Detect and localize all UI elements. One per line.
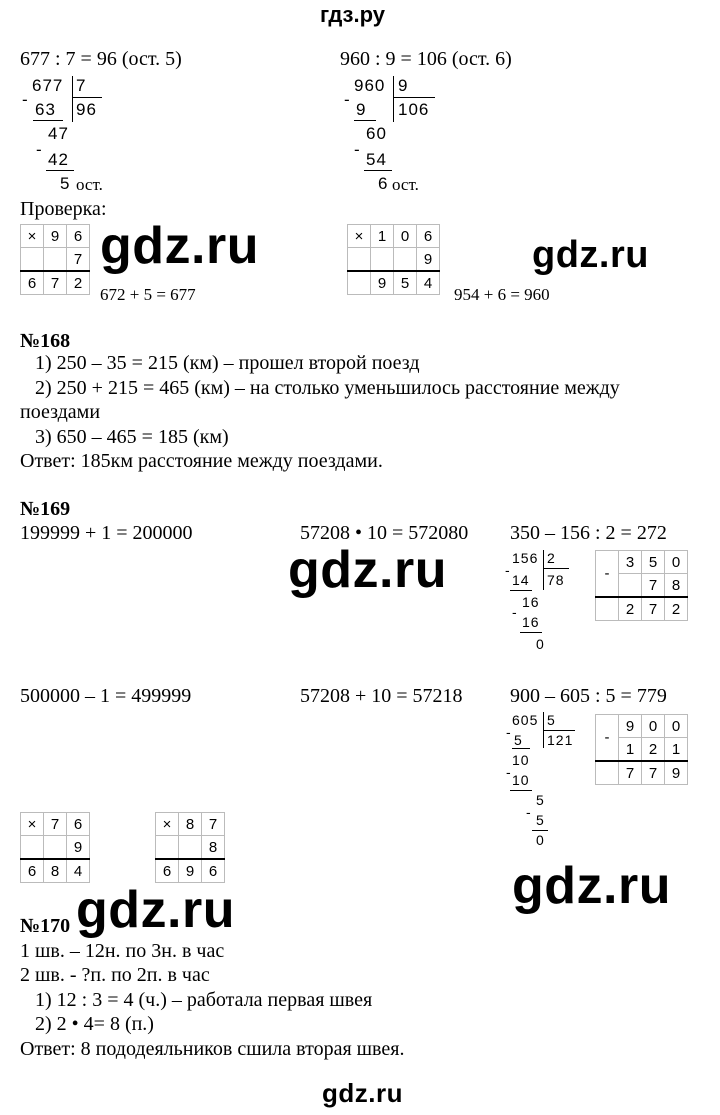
dividend: 677 — [32, 76, 64, 95]
equation-d: 500000 – 1 = 499999 — [20, 685, 192, 707]
subtrahend: 5 — [514, 732, 523, 748]
quotient: 121 — [547, 732, 574, 748]
multiplication-grid-76x9: × 7 6 9 6 8 4 — [20, 812, 90, 883]
subtrahend: 5 — [536, 812, 545, 828]
problem-168-step2: 2) 250 + 215 = 465 (км) – на столько уменьшилось расстояние между — [35, 377, 620, 399]
remainder-label: ост. — [76, 175, 103, 194]
remainder: 0 — [536, 832, 545, 848]
divisor: 9 — [398, 76, 409, 95]
subtrahend: 63 — [35, 100, 56, 119]
remainder: 6 — [378, 174, 389, 193]
divisor: 2 — [547, 550, 556, 566]
subtrahend: 10 — [512, 772, 530, 788]
equation-e: 57208 + 10 = 57218 — [300, 685, 463, 707]
problem-170-cond1: 1 шв. – 12н. по 3н. в час — [20, 940, 225, 962]
problem-170-cond2: 2 шв. - ?п. по 2п. в час — [20, 964, 210, 986]
dividend: 156 — [512, 550, 539, 566]
check-label: Проверка: — [20, 198, 107, 220]
problem-168-step1: 1) 250 – 35 = 215 (км) – прошел второй поезд — [35, 352, 420, 374]
problem-170-title: №170 — [20, 915, 71, 937]
problem-168-answer: Ответ: 185км расстояние между поездами. — [20, 450, 383, 472]
equation-c: 350 – 156 : 2 = 272 — [510, 522, 667, 544]
subtraction-grid-350: - 3 5 0 7 8 2 7 2 — [595, 550, 688, 621]
partial-remainder: 16 — [522, 594, 540, 610]
quotient: 106 — [398, 100, 430, 119]
subtrahend: 42 — [48, 150, 69, 169]
dividend: 960 — [354, 76, 386, 95]
equation-677: 677 : 7 = 96 (ост. 5) — [20, 48, 182, 70]
partial-remainder: 5 — [536, 792, 545, 808]
problem-170-answer: Ответ: 8 пододеяльников сшила вторая швея. — [20, 1038, 405, 1060]
quotient: 96 — [76, 100, 97, 119]
watermark: gdz.ru — [76, 881, 235, 939]
dividend: 605 — [512, 712, 539, 728]
problem-168-step3: 3) 650 – 465 = 185 (км) — [35, 426, 229, 448]
problem-168-step2-cont: поездами — [20, 401, 101, 423]
remainder: 0 — [536, 636, 545, 652]
check-sum-1: 672 + 5 = 677 — [100, 285, 196, 304]
equation-a: 199999 + 1 = 200000 — [20, 522, 193, 544]
multiplication-grid-106x9: × 1 0 6 9 9 5 4 — [347, 224, 440, 295]
problem-170-step1: 1) 12 : 3 = 4 (ч.) – работала первая швея — [35, 989, 373, 1011]
remainder: 5 — [60, 174, 71, 193]
check-sum-2: 954 + 6 = 960 — [454, 285, 550, 304]
problem-170-step2: 2) 2 • 4= 8 (п.) — [35, 1013, 154, 1035]
multiplication-grid-87x8: × 8 7 8 6 9 6 — [155, 812, 225, 883]
partial-remainder: 10 — [512, 752, 530, 768]
watermark: gdz.ru — [532, 234, 649, 276]
watermark: gdz.ru — [322, 1078, 403, 1108]
multiplication-grid-96x7: × 9 6 7 6 7 2 — [20, 224, 90, 295]
equation-f: 900 – 605 : 5 = 779 — [510, 685, 667, 707]
subtrahend: 9 — [356, 100, 367, 119]
problem-169-title: №169 — [20, 498, 71, 520]
equation-960: 960 : 9 = 106 (ост. 6) — [340, 48, 512, 70]
watermark: gdz.ru — [512, 857, 671, 915]
equation-b: 57208 • 10 = 572080 — [300, 522, 469, 544]
subtrahend: 54 — [366, 150, 387, 169]
quotient: 78 — [547, 572, 565, 588]
subtrahend: 16 — [522, 614, 540, 630]
watermark: gdz.ru — [288, 541, 447, 599]
partial-remainder: 47 — [48, 124, 69, 143]
partial-remainder: 60 — [366, 124, 387, 143]
problem-168-title: №168 — [20, 330, 71, 352]
site-header: гдз.ру — [320, 2, 385, 27]
remainder-label: ост. — [392, 175, 419, 194]
subtrahend: 14 — [512, 572, 530, 588]
subtraction-grid-900: - 9 0 0 1 2 1 7 7 9 — [595, 714, 688, 785]
divisor: 5 — [547, 712, 556, 728]
divisor: 7 — [76, 76, 87, 95]
watermark: gdz.ru — [100, 217, 259, 275]
